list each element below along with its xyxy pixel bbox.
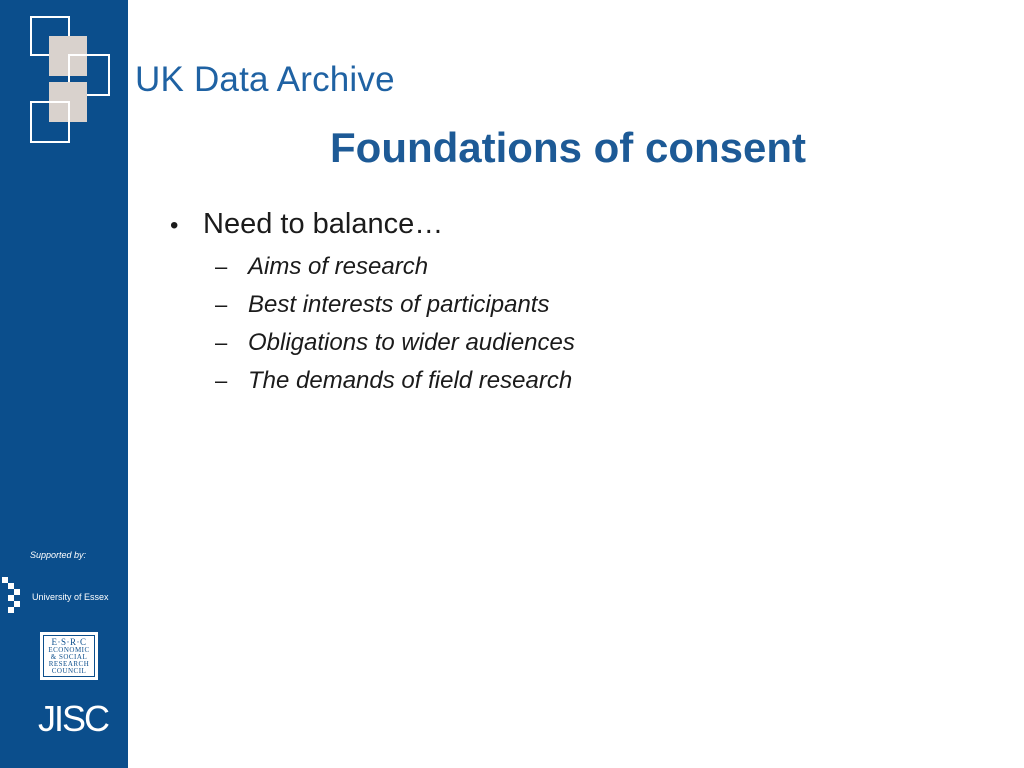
university-of-essex-label: University of Essex <box>32 592 109 602</box>
bullet-icon: • <box>170 212 179 239</box>
sub-list-item <box>215 291 575 329</box>
esrc-logo-line: COUNCIL <box>51 666 87 675</box>
sub-list-item <box>215 329 575 367</box>
esrc-logo <box>40 632 98 680</box>
bullet-text: Need to balance… <box>203 208 444 240</box>
uk-data-archive-logo-icon <box>28 14 114 146</box>
bullet-list <box>170 208 575 405</box>
esrc-logo-line: & SOCIAL <box>50 652 88 661</box>
logo-text: UK Data Archive <box>135 60 395 99</box>
dash-icon: – <box>215 292 228 317</box>
jisc-logo: JISC <box>38 698 109 739</box>
sub-item-text: Obligations to wider audiences <box>248 329 575 356</box>
sub-list-item <box>215 367 575 405</box>
dash-icon: – <box>215 368 228 393</box>
supported-by-label: Supported by: <box>30 550 87 560</box>
esrc-logo-line: E·S·R·C <box>51 636 87 647</box>
esrc-logo-line: RESEARCH <box>48 659 90 668</box>
sub-list-item <box>215 253 575 291</box>
sub-item-text: Aims of research <box>248 253 429 280</box>
dash-icon: – <box>215 254 228 279</box>
sub-item-text: The demands of field research <box>248 367 573 394</box>
slide-title: Foundations of consent <box>330 124 806 171</box>
esrc-logo-line: ECONOMIC <box>48 645 90 654</box>
list-item <box>170 208 575 241</box>
sub-item-text: Best interests of participants <box>248 291 550 318</box>
dash-icon: – <box>215 330 228 355</box>
university-of-essex-logo-icon <box>2 577 22 617</box>
